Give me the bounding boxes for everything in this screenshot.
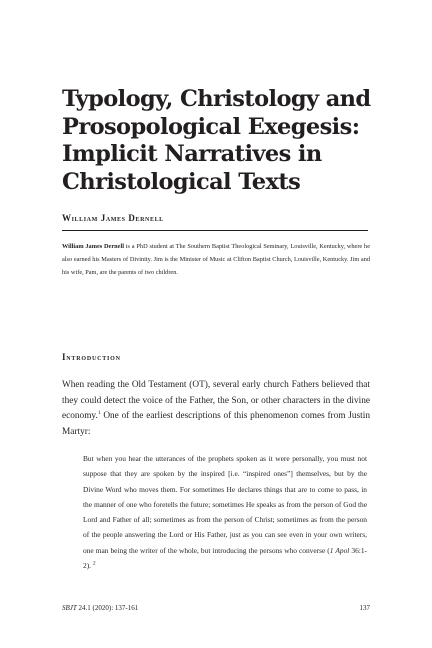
- article-author: William James Dernell: [62, 213, 164, 223]
- running-footer: [62, 604, 138, 613]
- bio-text: is a PhD student at The Southern Baptist Theological Seminary, Louisville, Kentucky, where he also earned his Masters of Divinity. Jim is the Minister of Music at Clifton Baptist Church, Louisville, Kentucky. Jim and his wife, Pam, are the parents of two children.: [62, 243, 370, 277]
- author-bio: [62, 240, 370, 279]
- quote-text: But when you hear the utterances of the prophets spoken as it were personally, you must not suppose that they are spoken by the inspired [i.e. “inspired ones”] themselves, but by the Divine Word who moves them. For sometimes He declares things that are to come to pass, in the manner of one who foretells the future; sometimes He speaks as from the person of God the Lord and Father of all; sometimes as from the person of Christ; sometimes as from the person of the people answering the Lord or His Father, just as you can see even in your own writers, one man being the writer of the whole, but introducing the persons who converse (: [83, 454, 367, 555]
- page-number: 137: [359, 604, 370, 612]
- quote-citation-ref: 36:1-2).: [83, 545, 368, 570]
- paragraph-text: When reading the Old Testament (OT), several early church Fathers believed that they could detect the voice of the Father, the Son, or other characters in the divine economy.: [62, 380, 370, 422]
- journal-abbrev: SBJT: [62, 604, 77, 612]
- author-rule: [62, 230, 368, 231]
- footnote-marker[interactable]: 1: [97, 410, 101, 417]
- paragraph-tail: One of the earliest descriptions of this phenomenon comes from Justin Martyr:: [62, 411, 370, 437]
- quote-citation-title: 1 Apol: [329, 545, 350, 555]
- journal-issue: 24.1 (2020): 137-161: [76, 604, 139, 612]
- intro-paragraph: [62, 378, 370, 440]
- article-title: Typology, Christology and Prosopological Exegesis: Implicit Narratives in Christological Texts: [62, 86, 371, 195]
- section-heading: Introduction: [62, 352, 121, 362]
- block-quote: [83, 451, 367, 573]
- footnote-marker[interactable]: 2: [92, 560, 96, 567]
- bio-name: William James Dernell: [62, 243, 124, 250]
